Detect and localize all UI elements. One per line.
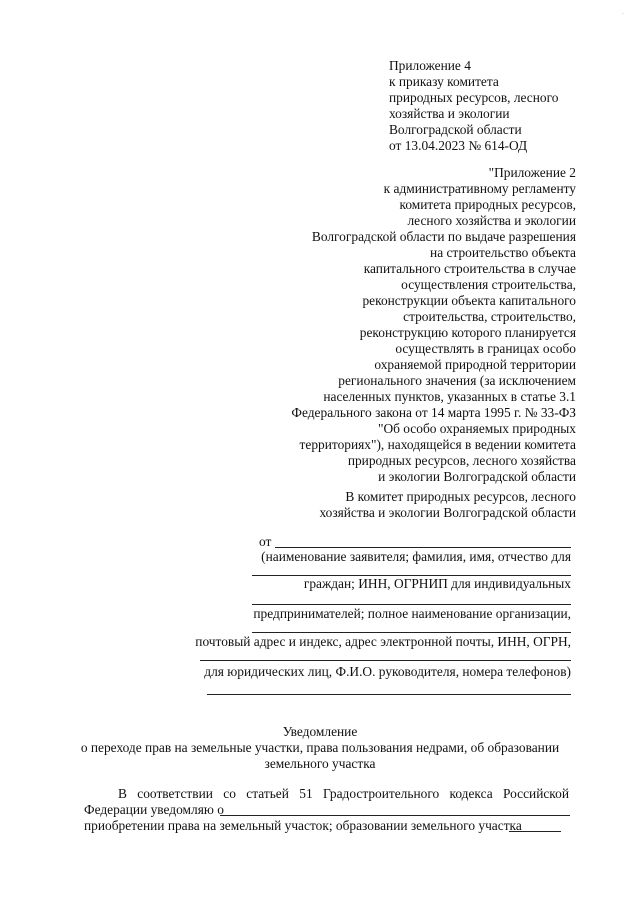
applicant-line-5-field[interactable] <box>200 660 571 661</box>
appendix-2-line: комитета природных ресурсов, <box>399 197 576 212</box>
title-line-2: о переходе прав на земельные участки, права пользования недрами, об образовании <box>80 740 560 755</box>
appendix-4-line: хозяйства и экологии <box>389 106 510 121</box>
body-line-2-prefix: Федерации уведомляю о <box>84 802 224 817</box>
addressee-line: В комитет природных ресурсов, лесного <box>345 489 576 504</box>
applicant-line-6-field[interactable] <box>207 694 571 695</box>
appendix-2-line: "Приложение 2 <box>488 165 576 180</box>
appendix-2-line: природных ресурсов, лесного хозяйства <box>347 453 576 468</box>
field-hint-4: почтовый адрес и индекс, адрес электронной почты, ИНН, ОГРН, <box>195 634 571 649</box>
corner-mark: . <box>621 6 624 16</box>
appendix-2-line: на строительство объекта <box>430 245 576 260</box>
addressee-line: хозяйства и экологии Волгоградской области <box>319 505 576 520</box>
appendix-2-line: осуществления строительства, <box>401 277 576 292</box>
applicant-line-4-field[interactable] <box>252 632 571 633</box>
applicant-name-field[interactable] <box>275 547 571 548</box>
from-label: от <box>259 534 272 549</box>
appendix-2-line: и экологии Волгоградской области <box>378 469 576 484</box>
appendix-2-line: населенных пунктов, указанных в статье 3.1 <box>323 389 576 404</box>
appendix-4-header <box>389 58 558 154</box>
field-hint-1: (наименование заявителя; фамилия, имя, отчество для <box>261 549 571 564</box>
addressee-block <box>176 489 576 521</box>
notification-subject-field[interactable] <box>220 815 570 816</box>
appendix-2-line: капитального строительства в случае <box>363 261 576 276</box>
title-line-3: земельного участка <box>264 756 376 771</box>
appendix-2-header <box>156 165 576 485</box>
body-line-3: приобретении права на земельный участок; образовании земельного участка <box>84 818 522 833</box>
appendix-4-line: Приложение 4 <box>389 58 471 73</box>
appendix-2-line: охраняемой природной территории <box>374 357 576 372</box>
appendix-2-line: "Об особо охраняемых природных <box>377 421 576 436</box>
title-line-1: Уведомление <box>282 724 358 739</box>
applicant-line-3-field[interactable] <box>252 604 571 605</box>
appendix-2-line: строительства, строительство, <box>403 309 576 324</box>
appendix-2-line: реконструкции объекта капитального <box>362 293 576 308</box>
appendix-4-line: к приказу комитета <box>389 74 499 89</box>
appendix-4-line: природных ресурсов, лесного <box>389 90 559 105</box>
appendix-4-line: от 13.04.2023 № 614-ОД <box>389 138 528 153</box>
appendix-2-line: к административному регламенту <box>383 181 576 196</box>
notification-tail-field[interactable] <box>509 831 561 832</box>
appendix-2-line: лесного хозяйства и экологии <box>407 213 576 228</box>
appendix-2-line: реконструкцию которого планируется <box>359 325 576 340</box>
document-title <box>60 724 580 772</box>
appendix-4-line: Волгоградской области <box>389 122 522 137</box>
appendix-2-line: Федерального закона от 14 марта 1995 г. № 33-ФЗ <box>291 405 576 420</box>
appendix-2-line: осуществлять в границах особо <box>395 341 576 356</box>
body-line-1: В соответствии со статьей 51 Градостроительного кодекса Российской <box>118 786 569 801</box>
field-hint-3: предпринимателей; полное наименование организации, <box>253 606 571 621</box>
appendix-2-line: Волгоградской области по выдаче разрешения <box>311 229 576 244</box>
field-hint-5: для юридических лиц, Ф.И.О. руководителя, номера телефонов) <box>204 664 571 679</box>
appendix-2-line: территориях"), находящейся в ведении комитета <box>299 437 576 452</box>
appendix-2-line: регионального значения (за исключением <box>338 373 576 388</box>
field-hint-2: граждан; ИНН, ОГРНИП для индивидуальных <box>303 576 571 591</box>
